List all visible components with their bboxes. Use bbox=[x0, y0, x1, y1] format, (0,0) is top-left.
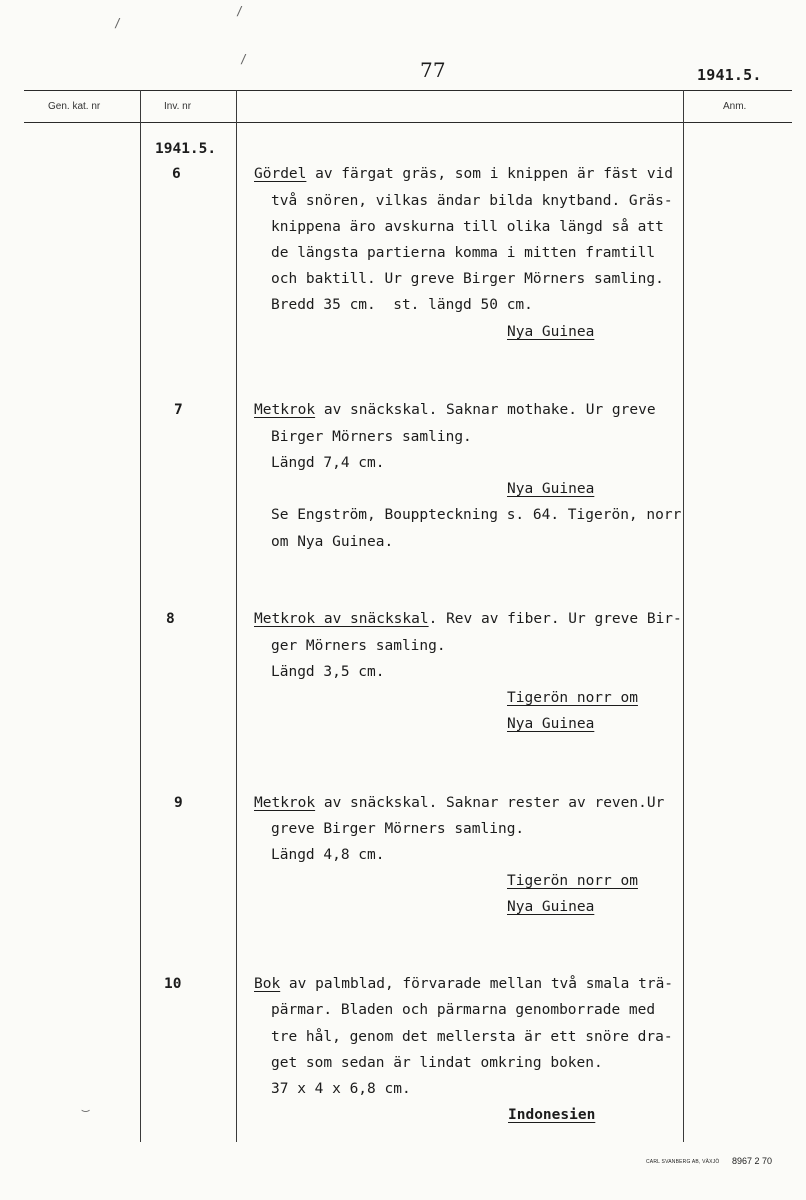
reference-note: Se Engström, Bouppteckning s. 64. Tigerön, norr bbox=[271, 507, 682, 523]
place-label: Nya Guinea bbox=[507, 481, 595, 497]
entry-line: Gördel av färgat gräs, som i knippen är fäst vid bbox=[254, 166, 674, 182]
inv-number: 8 bbox=[166, 611, 175, 627]
entry-line: 37 x 4 x 6,8 cm. bbox=[271, 1081, 411, 1097]
object-name: Gördel bbox=[254, 166, 307, 182]
page-number: 77 bbox=[420, 58, 446, 82]
entry-line: och baktill. Ur greve Birger Mörners samling. bbox=[271, 271, 664, 287]
inv-number: 7 bbox=[174, 402, 183, 418]
col-header-gen-kat-nr: Gen. kat. nr bbox=[48, 101, 101, 112]
inv-number: 9 bbox=[174, 795, 183, 811]
column-divider-2 bbox=[236, 90, 237, 1142]
page-year: 1941.5. bbox=[697, 66, 762, 84]
inv-number: 6 bbox=[172, 166, 181, 182]
entry-line: Längd 3,5 cm. bbox=[271, 664, 385, 680]
printer-imprint: CARL SVANBERG AB, VÄXJÖ bbox=[646, 1159, 720, 1165]
column-divider-3 bbox=[683, 90, 684, 1142]
column-divider-1 bbox=[140, 90, 141, 1142]
entry-line: tre hål, genom det mellersta är ett snöre dra- bbox=[271, 1029, 673, 1045]
entry-line: knippena äro avskurna till olika längd så att bbox=[271, 219, 664, 235]
place-label: Nya Guinea bbox=[507, 324, 595, 340]
place-label: Nya Guinea bbox=[507, 716, 595, 732]
object-name: Metkrok bbox=[254, 402, 316, 418]
place-label: Tigerön norr om bbox=[507, 873, 638, 889]
entry-line: pärmar. Bladen och pärmarna genomborrade med bbox=[271, 1002, 656, 1018]
entry-line: Birger Mörners samling. bbox=[271, 429, 472, 445]
entry-line: Bredd 35 cm. st. längd 50 cm. bbox=[271, 297, 533, 313]
entry-line: Metkrok av snäckskal. Saknar mothake. Ur greve bbox=[254, 402, 656, 418]
place-label: Tigerön norr om bbox=[507, 690, 638, 706]
pen-mark: ‿ bbox=[82, 1098, 90, 1112]
entry-line: två snören, vilkas ändar bilda knytband. Gräs- bbox=[271, 193, 673, 209]
reference-note: om Nya Guinea. bbox=[271, 534, 394, 550]
entry-line: Bok av palmblad, förvarade mellan två smala trä- bbox=[254, 976, 674, 992]
object-name: Bok bbox=[254, 976, 281, 992]
col-header-anm: Anm. bbox=[723, 101, 747, 112]
col-header-inv-nr: Inv. nr bbox=[164, 101, 192, 112]
entry-line: Längd 7,4 cm. bbox=[271, 455, 385, 471]
entry-line: greve Birger Mörners samling. bbox=[271, 821, 525, 837]
place-label: Indonesien bbox=[508, 1107, 596, 1123]
pen-mark: / bbox=[236, 4, 244, 18]
entry-line: ger Mörners samling. bbox=[271, 638, 446, 654]
series-label: 1941.5. bbox=[155, 141, 217, 157]
entry-line: de längsta partierna komma i mitten framtill bbox=[271, 245, 656, 261]
entry-line: get som sedan är lindat omkring boken. bbox=[271, 1055, 603, 1071]
place-label: Nya Guinea bbox=[507, 899, 595, 915]
entry-line: Metkrok av snäckskal. Saknar rester av reven.Ur bbox=[254, 795, 665, 811]
entry-line: Längd 4,8 cm. bbox=[271, 847, 385, 863]
inv-number: 10 bbox=[164, 976, 182, 992]
object-name: Metkrok av snäckskal bbox=[254, 611, 429, 627]
form-code: 8967 2 70 bbox=[732, 1156, 773, 1166]
pen-mark: / bbox=[240, 52, 248, 66]
pen-mark: / bbox=[114, 16, 122, 30]
object-name: Metkrok bbox=[254, 795, 316, 811]
entry-line: Metkrok av snäckskal. Rev av fiber. Ur greve Bir- bbox=[254, 611, 682, 627]
